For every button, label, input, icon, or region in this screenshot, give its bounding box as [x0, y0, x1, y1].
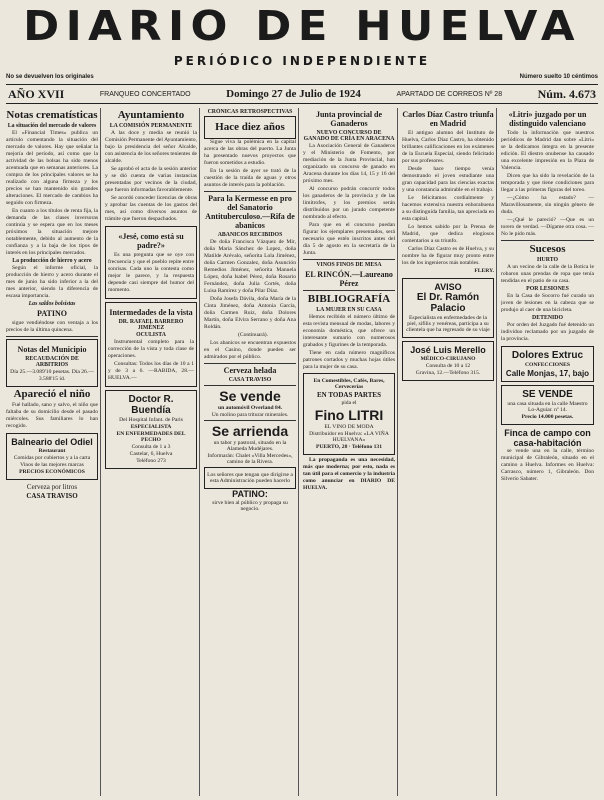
- ad-title: Intermedades de la vista: [109, 308, 193, 317]
- article-body: [303, 143, 395, 257]
- ad-line: Teléfono 273: [136, 458, 166, 464]
- divider: [303, 259, 395, 260]
- ad-line: Restaurant: [38, 448, 66, 454]
- originals-note: No se devuelven los originales: [6, 74, 94, 80]
- article-body: [204, 239, 296, 361]
- newspaper-title: DIARIO DE HUELVA: [23, 4, 581, 50]
- ad-title: José Luis Merello: [410, 345, 486, 355]
- article-subtitle: LA MUJER EN SU CASA: [316, 307, 382, 313]
- article-subtitle: HURTO: [537, 257, 558, 263]
- article-body: [105, 130, 197, 223]
- paragraph: Dicen que ha sido la revelación de la temporada y que tiene condiciones para llegar a las primeras figuras del toreo.: [501, 173, 594, 193]
- ad-line: El Dr. Ramón Palacio: [416, 292, 480, 314]
- article-subtitle: POR LESIONES: [526, 286, 569, 292]
- notice-box: [204, 467, 296, 489]
- franqueo-label: FRANQUEO CONCERTADO: [99, 90, 191, 98]
- paragraph: Tiene en cada número magníficos patrones cortados y muchas hojas útiles para la mujer de su casa.: [303, 350, 395, 370]
- price-note: Número suelto 10 céntimos: [519, 74, 598, 80]
- ad-line: EN TODAS PARTES: [317, 391, 381, 399]
- article-subtitle: LA COMISIÓN PERMANENTE: [109, 123, 193, 129]
- dateline-bar: [6, 84, 598, 104]
- article-title: «Litri» juzgado por un distinguido valenciano: [508, 110, 587, 128]
- ad-line: sirve bien al público y propaga su negocio.: [212, 500, 288, 512]
- ad-line: Informarán: Chalet «Villa Mercedes», camino de la Rivera.: [207, 453, 293, 465]
- paragraph: Se aprobó el acta de la sesión anterior y se dió cuenta de varias instancias presentadas por vecinos de la ciudad, que fueron informadas favorablemente.: [105, 166, 197, 193]
- ad-line: Calle Monjas, 17, bajo: [505, 369, 590, 378]
- ad-title: Cerveza helada: [223, 366, 277, 375]
- article-box: [204, 116, 296, 139]
- ad-line: EL VINO DE MODA: [324, 424, 374, 430]
- article-title: Hace diez años: [215, 121, 285, 133]
- divider: [303, 290, 395, 291]
- paragraph: Sigue viva la polémica en la capital acerca de las obras del puerto. La Junta ha presentado nuevos proyectos que fueron sometidos a estudio.: [204, 139, 296, 166]
- article-body: [501, 130, 594, 238]
- paragraph: A las doce y media se reunió la Comisión Permanente del Ayuntamiento, bajo la presidencia del señor Alcalde, con asistencia de los señores tenientes de alcalde.: [105, 130, 197, 164]
- advertisement: [204, 489, 296, 512]
- article-body: [204, 139, 296, 189]
- advertisement: [501, 428, 594, 483]
- paragraph: Carlos Díaz Castro es de Huelva, y su nombre ha de figurar muy pronto entre los de los ingenieros más notables.: [402, 246, 494, 266]
- ad-line: PUERTO, 28 · Teléfono 131: [315, 444, 383, 450]
- ad-line: Comidas por cubiertos y a la carta: [13, 455, 91, 461]
- column-6: [501, 108, 596, 796]
- paragraph: —¿Qué le pareció? —Que es un torero de verdad. —Dígame otra cosa. —No le pido más.: [501, 217, 594, 237]
- paragraph: Se acordó conceder licencias de obras y aprobar las cuentas de los gastos del mes, así como diversos asuntos de trámite que fueron despachados.: [105, 195, 197, 222]
- paragraph: Hemos recibido el número último de esta revista mensual de modas, labores y economía doméstica, que ofrece un interesante sumario con numerosos grabados y figurines de la temporada.: [303, 314, 395, 348]
- ad-line: Del Hospital Infant. de Paris: [119, 417, 183, 423]
- ad-line: EN ENFERMEDADES DEL PECHO: [116, 431, 186, 443]
- divider: [204, 191, 296, 192]
- ad-line: un tabor y pastoral, situado en la Alameda Mudéjares.: [213, 440, 287, 452]
- ad-line: una casa situada en la calle Maestro Lo-Aguiar. nº 14.: [507, 401, 588, 413]
- ad-line: Cerveza por litros: [26, 483, 78, 491]
- paragraph: Día 25.—3.089'10 pesetas. Día 26.—3.588'15 íd.: [10, 369, 94, 382]
- issue-number: Núm. 4.673: [537, 86, 596, 101]
- ad-line: CASA TRAVISO: [26, 492, 78, 500]
- ad-line: Un molino para triturar minerales.: [211, 412, 289, 418]
- ad-line: ESPECIALISTA: [130, 424, 172, 430]
- section-kicker: CRÓNICAS RETROSPECTIVAS: [207, 109, 293, 115]
- paragraph: En la Casa de Socorro fué curado un joven de lesiones en la cabeza que se produjo al caer de una bicicleta.: [501, 293, 594, 313]
- advertisement: [501, 346, 594, 382]
- paragraph: Lo hemos sabido por la Prensa de Madrid, que dedica elogiosos comentarios a su triunfo.: [402, 224, 494, 244]
- ad-line: Gravina, 12.—Teléfono 315.: [415, 370, 481, 376]
- advertisement: [402, 278, 494, 338]
- ad-title: SE VENDE: [522, 389, 573, 400]
- divider: [6, 336, 98, 337]
- article-title: Apareció el niño: [13, 388, 91, 400]
- paragraph: Le felicitamos cordialmente y hacemos extensiva nuestra enhorabuena a su distinguida familia, tan apreciada en esta capital.: [402, 195, 494, 222]
- article-body: [303, 314, 395, 371]
- paragraph: Los abanicos se encuentran expuestos en el Casino, donde pueden ser admirados por el público.: [204, 340, 296, 360]
- paragraph: En la sesión de ayer se trató de la cuestión de la traída de aguas y otros asuntos de interés para la población.: [204, 168, 296, 188]
- paragraph: se vende una en la calle, término municipal de Gibraleón, situado en el camino a Huelva. Informes en Huelva: Carrasco, número 1, Gibraleón. Don Silverio Sabater.: [501, 448, 594, 482]
- signature: FLERY.: [474, 268, 494, 274]
- paragraph: El antiguo alumno del Instituto de Huelva, Carlos Díaz Castro, ha obtenido brillantes calificaciones en los exámenes de la Escuela Especial, siendo felicitado por sus profesores.: [402, 130, 494, 164]
- paragraph: (Continuará).: [238, 332, 268, 338]
- article-title: Para la Kermesse en pro del Sanatorio Antituberculoso.—Rifa de abanicos: [205, 194, 295, 230]
- paragraph: Fué hallado, sano y salvo, el niño que faltaba de su domicilio desde el pasado miércoles. Sus familiares lo han recogido.: [6, 402, 98, 429]
- column-2: [105, 108, 200, 796]
- article-body: [6, 130, 98, 257]
- ad-title: AVISO: [434, 282, 462, 292]
- paragraph: Por orden del Juzgado fué detenido un individuo reclamado por un juzgado de la provincia.: [501, 322, 594, 342]
- paragraph: El «Financial Times» publica un artículo comentando la situación del mercado de valores. Hay que señalar la mejoría del período, así como que la actividad de las bolsas ha sido menos acentuada que en semanas anteriores. La compra de los principales valores se ha realizado con alguna firmeza y los precios se han mantenido sin grandes alteraciones. El mercado de cambios ha seguido con firmeza.: [6, 130, 98, 206]
- ad-line: Castelar, 6, Huelva: [129, 451, 173, 457]
- ad-line: PRECIOS ECONÓMICOS: [19, 469, 85, 475]
- column-5: [402, 108, 497, 796]
- article-subtitle: NUEVO CONCURSO DE GANADO DE CRÍA EN ARACENA: [303, 130, 395, 142]
- advertisement: [303, 373, 395, 455]
- advertisement: [402, 341, 494, 381]
- ad-line: Vinos de las mejores marcas: [20, 462, 84, 468]
- advertisement: [105, 390, 197, 469]
- masthead: [6, 4, 598, 80]
- article-title: Notas del Municipio: [17, 345, 87, 354]
- ad-title: Dolores Extruc: [511, 350, 584, 361]
- year-label: AÑO XVII: [8, 86, 65, 101]
- ad-line: pida el: [341, 400, 357, 406]
- paragraph: La Asociación General de Ganaderos y el Ministerio de Fomento, por mediación de la Junta Provincial, han organizado un concurso de ganado en Aracena durante los días 14, 15 y 16 del próximo mes.: [303, 143, 395, 184]
- divider: [204, 420, 296, 421]
- ad-line: En Comestibles, Cafés, Bares, Cervecerías: [313, 378, 385, 390]
- advertisement: [6, 483, 98, 500]
- ad-title: Se vende: [219, 388, 281, 404]
- ad-title: Fino LITRI: [314, 407, 384, 423]
- article-title: Junta provincial de Ganaderos: [315, 110, 383, 128]
- apartado-label: APARTADO DE CORREOS Nº 28: [396, 90, 503, 98]
- paragraph: Consultas: Todos los días de 10 a 1 y de 3 a 6. —RABIDA, 28.—HUELVA.—: [108, 361, 194, 381]
- divider: [204, 363, 296, 364]
- article-subtitle: ABANICOS RECIBIDOS: [217, 232, 283, 238]
- advertisement: [204, 388, 296, 418]
- notice-box: [6, 339, 98, 387]
- ad-line: Especialista en enfermedades de la piel, sífilis y venéreas, participa a su clientela que ha regresado de su viaje: [406, 315, 490, 333]
- section-heading: La producción de hierro y acero: [12, 258, 92, 264]
- ad-line: MÉDICO-CIRUJANO: [420, 356, 476, 362]
- advertisement: [204, 423, 296, 465]
- article-body: [402, 130, 494, 275]
- divider: [501, 240, 594, 241]
- ad-title: Balneario del Odiel: [11, 437, 93, 447]
- columns: [6, 108, 598, 796]
- paragraph: Para que en el concurso puedan figurar los ejemplares presentados, será necesario que estén inscritos antes del día 5 de agosto en la secretaría de la Junta.: [303, 222, 395, 256]
- section-heading: PATINO: [37, 309, 67, 318]
- ad-line: OCULISTA: [136, 332, 166, 338]
- column-1: [6, 108, 101, 796]
- paragraph: Doña Josefa Dávila, doña María de la Cinta Jiménez, doña Antonia García, doña Carmen Ruiz, doña Dolores Martín, doña Elvira Serrano y doña Ana Roldán.: [204, 296, 296, 330]
- paragraph: Es una pregunta que se oye con frecuencia y que el pueblo repite entre sonrisas. Cada uno la contesta como mejor le parece, y la respuesta depende casi siempre del humor del momento.: [108, 252, 194, 293]
- ad-line: CASA TRAVISO: [228, 377, 272, 383]
- article-title: Ayuntamiento: [117, 109, 185, 121]
- paragraph: Todo la información que nuestros periódicos de Madrid dan sobre «Litri» se la dedicamos íntegra en la presente edición. El diestro onubense ha causado una excelente impresión en la Plaza de Valencia.: [501, 130, 594, 171]
- article-title: Notas crematísticas: [6, 109, 98, 121]
- newspaper-page: [6, 4, 598, 796]
- paragraph: Desde hace tiempo venía demostrando el joven estudiante una gran capacidad para las ciencias exactas y una constancia admirable en el trabajo.: [402, 166, 494, 193]
- article-subtitle: RECAUDACIÓN DE ARBITRIOS: [25, 356, 79, 368]
- article-subtitle: La situación del mercado de valores: [7, 123, 97, 129]
- ad-line: un automóvil Overland 84.: [217, 405, 283, 411]
- newspaper-subtitle: PERIÓDICO INDEPENDIENTE: [173, 54, 431, 68]
- paragraph: En cuanto a los títulos de renta fija, la demanda de las clases inversoras continúa y se espera que en los meses próximos la situación mejore notablemente, debido al aumento de la confianza y a la baja de los tipos de interés en los principales mercados.: [6, 208, 98, 256]
- ad-title: Finca de campo con casa-habitación: [504, 428, 591, 448]
- paragraph: Instrumental completo para la corrección de la vista y toda clase de operaciones.: [108, 339, 194, 359]
- paragraph: sigue vendiéndose con ventaja a los precios de la última quincena.: [6, 320, 98, 333]
- article-title: «Jesé, como está su padre?»: [118, 232, 184, 250]
- paragraph: Al concurso podrán concurrir todos los ganaderos de la provincia y de las limítrofes, y los premios serán distribuidos por un jurado competente nombrado al efecto.: [303, 186, 395, 220]
- ad-line: Consulta de 1 a 3: [131, 444, 171, 450]
- divider: [204, 385, 296, 386]
- ad-title: Doctor R. Buendía: [128, 394, 174, 416]
- section-heading: Las saldos bolsistas: [28, 301, 76, 307]
- advertisement: [105, 302, 197, 387]
- paragraph: La propaganda es una necesidad, más que moderna; por esto, nada es tan útil para el comercio y la industria como anunciar en DIARIO DE HUELVA.: [303, 457, 395, 491]
- article-title: Carlos Díaz Castro triunfa en Madrid: [402, 110, 494, 128]
- ad-title: VINOS FINOS DE MESA: [316, 262, 382, 268]
- column-3: [204, 108, 299, 796]
- paragraph: —¿Cómo ha estado? —Maravillosamente, sin ningún género de duda.: [501, 195, 594, 215]
- ad-line: EL RINCÓN.—Laureano Pérez: [305, 270, 393, 288]
- ad-line: Los señores que tengan que dirigirse a esta Administración pueden hacerlo: [207, 472, 293, 484]
- article-title: Sucesos: [529, 243, 566, 255]
- article-title: BIBLIOGRAFÍA: [307, 293, 391, 305]
- ad-line: Precio 14.000 pesetas.: [521, 414, 574, 420]
- paragraph: A un vecino de la calle de la Botica le robaron unas prendas de ropa que tenía tendidas en el patio de su casa.: [501, 264, 594, 284]
- advertisement: [6, 433, 98, 480]
- ad-line: CONFECCIONES: [524, 362, 571, 368]
- ad-title: Se arrienda: [211, 423, 289, 439]
- ad-title: PATINO:: [232, 489, 268, 499]
- paragraph: De doña Francisca Vázquez de Mir, doña María Sánchez de Lopez, doña Matilde Arévalo, señorita Lola Jiménez, doña Carmen Gonzalez, doña Asunción Remedios Jiménez, señorita Manuela López, doña Isabel Pérez, doña Rosario Fernández, doña Julia Cortés, doña Luisa Ramírez y doña Pilar Díaz.: [204, 239, 296, 294]
- article-subtitle: DETENIDO: [532, 315, 563, 321]
- ad-line: Consulta de 10 a 12: [425, 363, 471, 369]
- column-4: [303, 108, 398, 796]
- paragraph: Según el informe oficial, la producción de hierro y acero durante el mes de junio ha sido inferior a la del mes anterior, siendo la diferencia de escasa importancia.: [6, 265, 98, 299]
- ad-line: DR. RAFAEL BARRERO JIMÉNEZ: [118, 319, 184, 331]
- advertisement: [501, 385, 594, 425]
- ad-line: Distribuidor en Huelva: «LA VIÑA HUELVANA»: [309, 431, 389, 443]
- article-box: [105, 226, 197, 299]
- issue-date: Domingo 27 de Julio de 1924: [226, 88, 361, 100]
